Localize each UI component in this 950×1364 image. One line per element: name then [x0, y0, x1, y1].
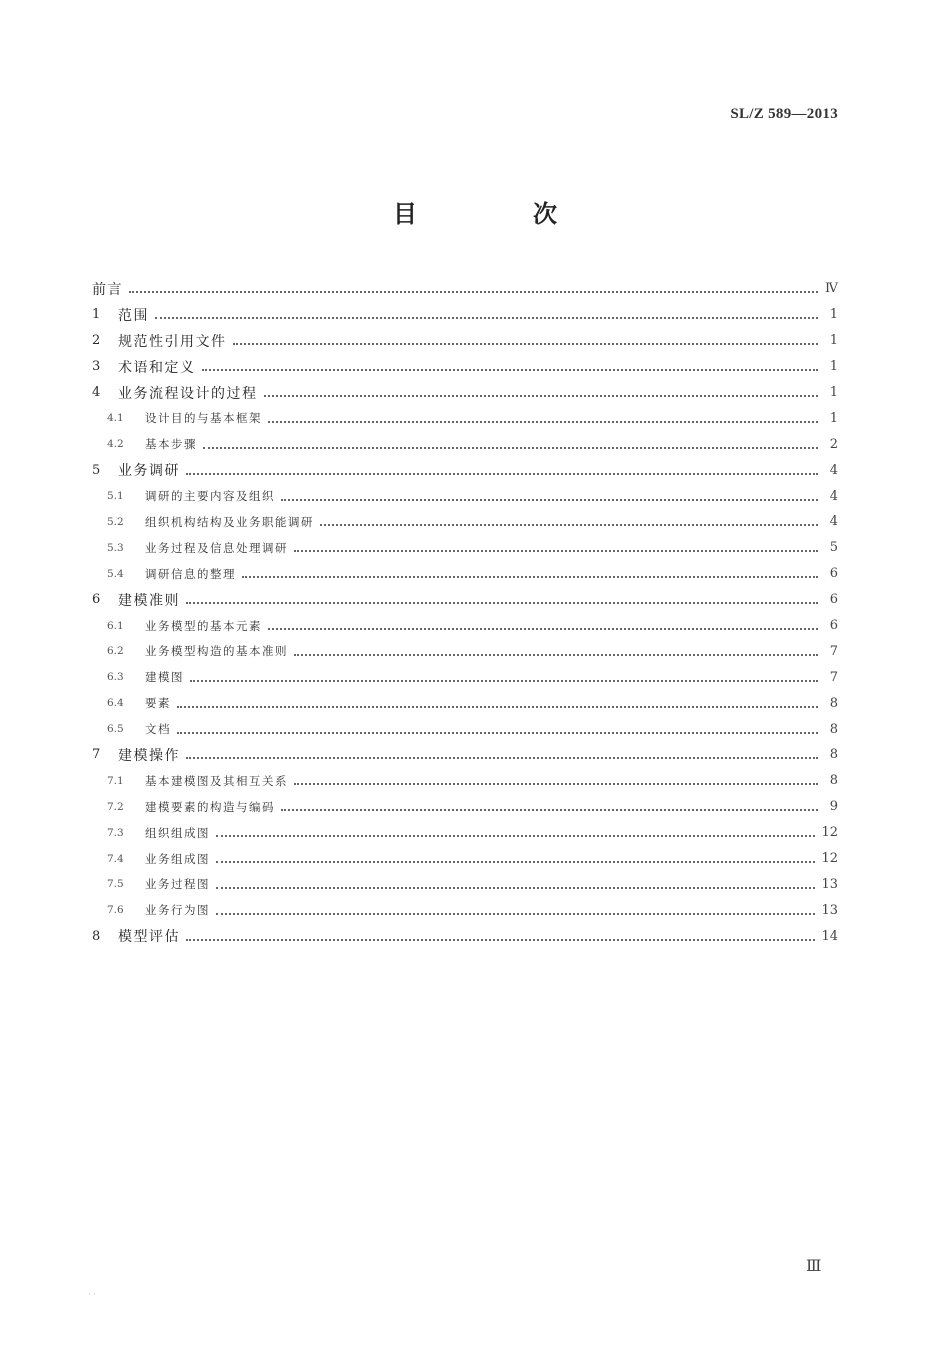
toc-entry-page: 7 [829, 643, 838, 659]
toc-entry[interactable] [92, 405, 838, 431]
toc-entry-number: 7.6 [107, 904, 124, 917]
toc-entry-number: 6 [92, 592, 101, 608]
toc-entry[interactable] [92, 354, 838, 380]
toc-entry-number: 7.4 [107, 852, 124, 865]
standard-code: SL/Z 589—2013 [730, 106, 838, 122]
toc-entry[interactable] [92, 820, 838, 846]
dot-leader [186, 472, 818, 475]
toc-entry-title: 建模准则 [118, 592, 180, 609]
toc-entry-title: 业务模型的基本元素 [145, 618, 262, 633]
toc-entry-page: 12 [821, 851, 838, 867]
toc-entry-page: 1 [829, 410, 838, 426]
dot-leader [216, 860, 815, 863]
toc-entry-title: 业务过程图 [145, 877, 210, 892]
table-of-contents [92, 276, 838, 949]
toc-entry-title: 建模图 [145, 670, 184, 685]
toc-entry[interactable] [92, 846, 838, 872]
toc-entry-page: 13 [821, 876, 838, 892]
toc-entry-number: 5.4 [107, 567, 124, 580]
toc-entry[interactable] [92, 561, 838, 587]
toc-entry-title: 要素 [145, 696, 171, 711]
toc-entry-page: 2 [829, 436, 838, 452]
toc-entry-title: 业务行为图 [145, 903, 210, 918]
toc-entry-number: 7.5 [107, 878, 124, 891]
toc-entry-number: 7.3 [107, 826, 124, 839]
toc-entry-number: 6.4 [107, 697, 124, 710]
toc-entry-title: 调研信息的整理 [145, 566, 236, 581]
toc-entry-page: 13 [821, 902, 838, 918]
dot-leader [129, 290, 818, 293]
toc-entry-page: 1 [829, 385, 838, 400]
toc-entry-number: 6.3 [107, 671, 124, 684]
toc-entry-number: 8 [92, 928, 101, 944]
toc-entry-page: 8 [829, 747, 838, 763]
dot-leader [294, 653, 818, 656]
toc-entry-title: 文档 [145, 722, 171, 737]
toc-entry-page: 6 [829, 566, 838, 582]
toc-entry-title: 基本步骤 [145, 437, 197, 452]
toc-entry-page: 1 [829, 307, 838, 323]
dot-leader [177, 705, 818, 708]
toc-entry[interactable] [92, 483, 838, 509]
toc-entry-number: 5.3 [107, 541, 124, 554]
toc-entry-page: 6 [829, 592, 838, 608]
toc-entry[interactable] [92, 690, 838, 716]
dot-leader [264, 394, 819, 397]
toc-entry-number: 7.2 [107, 800, 124, 813]
toc-entry[interactable] [92, 716, 838, 742]
dot-leader [202, 368, 819, 371]
toc-entry[interactable] [92, 923, 838, 949]
toc-entry-page: 8 [829, 773, 838, 789]
toc-entry[interactable] [92, 302, 838, 328]
dot-leader [190, 679, 818, 682]
dot-leader [216, 834, 815, 837]
page-title: 目 次 [393, 200, 603, 228]
dot-leader [268, 420, 818, 423]
toc-entry-page: 5 [829, 540, 838, 556]
toc-entry-number: 5.2 [107, 515, 124, 528]
toc-entry-number: 6.5 [107, 723, 124, 736]
toc-entry-number: 4.1 [107, 412, 124, 425]
dot-leader [216, 886, 815, 889]
toc-entry[interactable] [92, 897, 838, 923]
toc-entry[interactable] [92, 535, 838, 561]
toc-entry-title: 业务调研 [118, 463, 180, 480]
toc-entry[interactable] [92, 457, 838, 483]
toc-entry-number: 5.1 [107, 490, 124, 503]
toc-entry-page: Ⅳ [825, 281, 838, 297]
toc-entry[interactable] [92, 276, 838, 302]
toc-entry[interactable] [92, 742, 838, 768]
toc-entry-number: 6.1 [107, 619, 124, 632]
toc-entry-title: 组织组成图 [145, 825, 210, 840]
toc-entry-title: 设计目的与基本框架 [145, 411, 262, 426]
toc-entry-title: 组织机构结构及业务职能调研 [145, 514, 314, 529]
toc-entry[interactable] [92, 664, 838, 690]
toc-entry-title: 调研的主要内容及组织 [145, 489, 275, 504]
toc-entry-title: 建模要素的构造与编码 [145, 799, 275, 814]
toc-entry[interactable] [92, 587, 838, 613]
toc-entry-title: 业务过程及信息处理调研 [145, 540, 288, 555]
toc-entry[interactable] [92, 794, 838, 820]
dot-leader [186, 601, 818, 604]
dot-leader [294, 549, 818, 552]
toc-entry-title: 范围 [118, 307, 149, 324]
toc-entry-title: 业务流程设计的过程 [118, 385, 258, 402]
toc-entry[interactable] [92, 638, 838, 664]
toc-entry[interactable] [92, 328, 838, 354]
dot-leader [281, 498, 818, 501]
dot-leader [268, 627, 818, 630]
dot-leader [177, 731, 818, 734]
toc-entry-page: 12 [821, 825, 838, 841]
page-number: Ⅲ [806, 1256, 822, 1275]
toc-entry-number: 5 [92, 462, 101, 478]
dot-leader [203, 446, 818, 449]
toc-entry-page: 4 [829, 488, 838, 504]
toc-entry-title: 建模操作 [118, 747, 180, 764]
toc-entry-number: 7.1 [107, 774, 124, 787]
toc-entry[interactable] [92, 380, 838, 406]
toc-entry-title: 业务组成图 [145, 851, 210, 866]
toc-entry-page: 8 [829, 695, 838, 711]
toc-entry-number: 7 [92, 747, 101, 763]
toc-entry-page: 4 [829, 514, 838, 530]
toc-entry[interactable] [92, 871, 838, 897]
dot-leader [281, 808, 818, 811]
toc-entry-page: 1 [829, 359, 838, 375]
toc-entry-page: 1 [829, 333, 838, 349]
toc-entry[interactable] [92, 509, 838, 535]
toc-entry[interactable] [92, 431, 838, 457]
dot-leader [186, 756, 818, 759]
toc-entry-title: 规范性引用文件 [118, 333, 227, 350]
dot-leader [294, 782, 818, 785]
toc-entry-title: 模型评估 [118, 929, 180, 946]
toc-entry[interactable] [92, 768, 838, 794]
toc-entry-title: 业务模型构造的基本准则 [145, 644, 288, 659]
toc-entry-page: 9 [829, 799, 838, 815]
toc-entry-title: 术语和定义 [118, 359, 196, 376]
toc-entry-page: 6 [829, 618, 838, 634]
toc-entry-title: 基本建模图及其相互关系 [145, 773, 288, 788]
toc-entry-number: 2 [92, 333, 101, 349]
dot-leader [242, 575, 818, 578]
toc-entry-number: 4.2 [107, 438, 124, 451]
dot-leader [320, 523, 818, 526]
toc-entry-page: 8 [829, 721, 838, 737]
toc-entry-number: 3 [92, 359, 101, 375]
toc-entry-page: 4 [829, 462, 838, 478]
toc-entry[interactable] [92, 613, 838, 639]
toc-entry-page: 7 [829, 669, 838, 685]
scan-mark: · · [88, 1290, 96, 1299]
toc-entry-page: 14 [821, 928, 838, 944]
dot-leader [155, 316, 818, 319]
toc-entry-number: 1 [92, 307, 101, 323]
dot-leader [186, 938, 815, 941]
dot-leader [233, 342, 819, 345]
dot-leader [216, 912, 815, 915]
toc-entry-number: 6.2 [107, 645, 124, 658]
toc-entry-title: 前言 [92, 281, 123, 298]
toc-entry-number: 4 [92, 385, 101, 400]
